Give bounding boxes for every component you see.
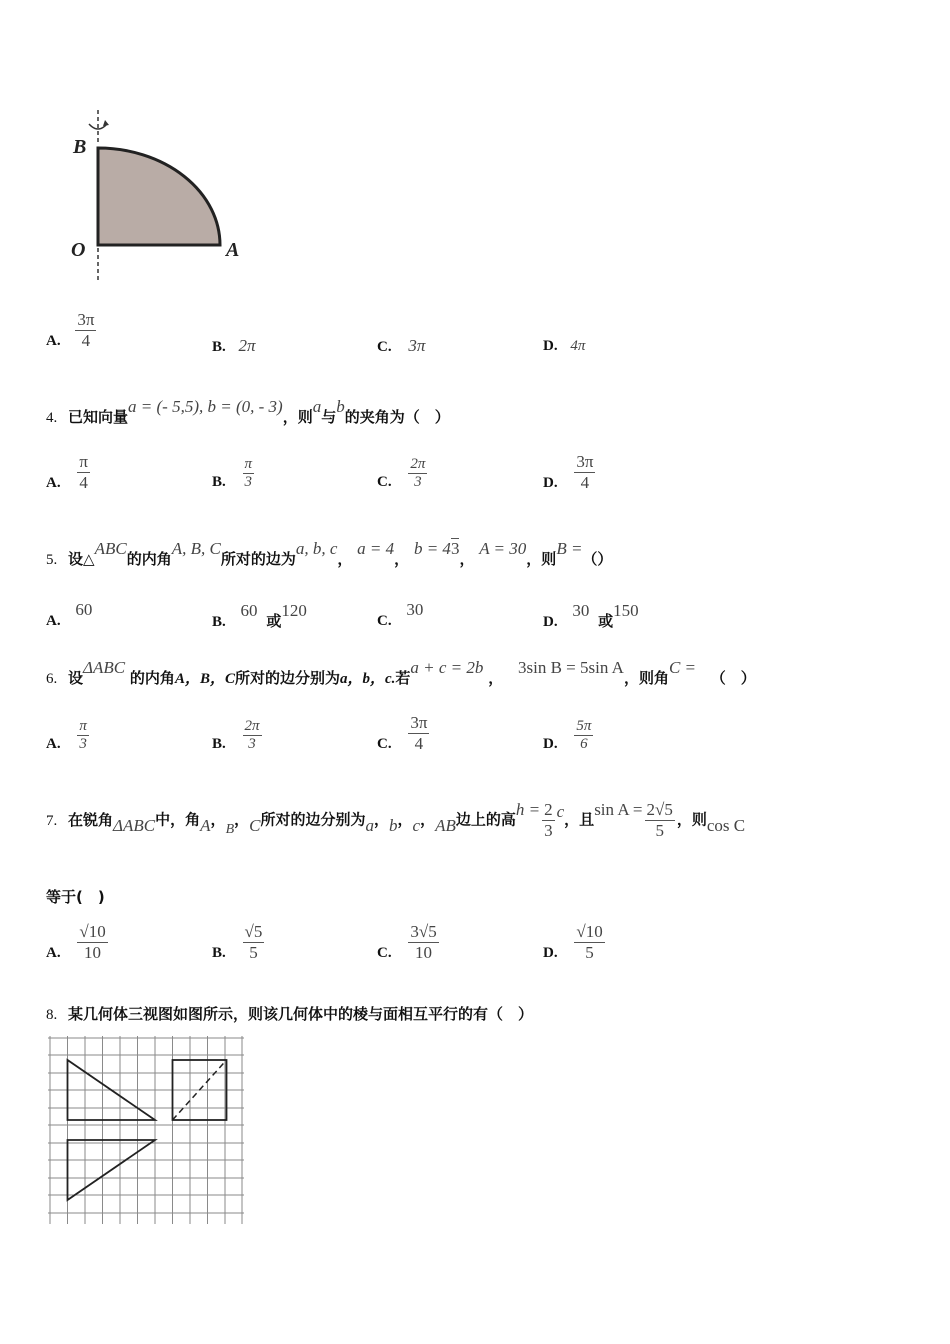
q4-option-b[interactable]: B. $\frac{\pi}{3}$	[212, 456, 253, 491]
fraction: $\frac{3\pi}{4}$	[77, 310, 95, 350]
q7-option-d[interactable]: D. $\frac{√10}{5}$	[543, 922, 603, 962]
q5-option-c[interactable]: C. 30	[377, 600, 424, 629]
point-o-label: O	[71, 239, 86, 261]
q3-option-b[interactable]: B. 2π	[212, 336, 256, 355]
question-5-stem: 5. 设△ABC的内角A, B, C所对的边为a, b, c， a = 4， b = 43， A = 30，则B =（）	[46, 539, 613, 568]
three-view-figure	[48, 1036, 244, 1226]
question-6-stem: 6. 设ΔABC 的内角A，B，C所对的边分别为a，b，c.若a + c = 2b ， 3sin B = 5sin A，则角C = （ ）	[46, 658, 756, 687]
q5-option-a[interactable]: A. 60	[46, 600, 93, 629]
point-b-label: B	[73, 136, 87, 158]
q7-option-a[interactable]: A. $\frac{√10}{10}$	[46, 922, 106, 962]
q4-option-a[interactable]: A. $\frac{\pi}{4}$	[46, 452, 88, 492]
grid	[48, 1036, 244, 1224]
q3-option-a[interactable]: A. $\frac{3\pi}{4}$	[46, 310, 95, 350]
q6-option-a[interactable]: A. $\frac{\pi}{3}$	[46, 718, 87, 753]
quarter-disc	[98, 148, 220, 245]
q6-option-d[interactable]: D. $\frac{5\pi}{6}$	[543, 718, 592, 753]
q7-option-c[interactable]: C. $\frac{3√5}{10}$	[377, 922, 437, 962]
q6-option-c[interactable]: C. $\frac{3\pi}{4}$	[377, 713, 428, 753]
q6-option-b[interactable]: B. $\frac{2\pi}{3}$	[212, 718, 260, 753]
question-8-stem: 8. 某几何体三视图如图所示，则该几何体中的棱与面相互平行的有（ ）	[46, 1005, 534, 1023]
q5-option-b[interactable]: B. 60 或120	[212, 601, 307, 630]
q3-option-d[interactable]: D. 4π	[543, 338, 586, 354]
question-7-stem: 7. 在锐角ΔABC中，角A，B，C所对的边分别为a，b，c，AB边上的高h = $\frac{2}{3}$ c，且sin A = $\frac{2√5}{5}$ ，则cos C	[46, 799, 746, 840]
q4-option-c[interactable]: C. $\frac{2\pi}{3}$	[377, 456, 426, 491]
question-4-stem: 4. 已知向量a = (- 5,5), b = (0, - 3)，则a与b的夹角为（ ）	[46, 397, 450, 426]
q4-option-d[interactable]: D. $\frac{3\pi}{4}$	[543, 452, 594, 492]
q7-option-b[interactable]: B. $\frac{√5}{5}$	[212, 922, 263, 962]
quarter-circle-figure	[65, 108, 255, 283]
top-view-triangle	[68, 1140, 156, 1200]
point-a-label: A	[226, 239, 240, 261]
q5-option-d[interactable]: D. 30 或150	[543, 601, 639, 630]
question-7-line2: 等于( )	[46, 888, 105, 906]
q3-option-c[interactable]: C. 3π	[377, 336, 426, 355]
